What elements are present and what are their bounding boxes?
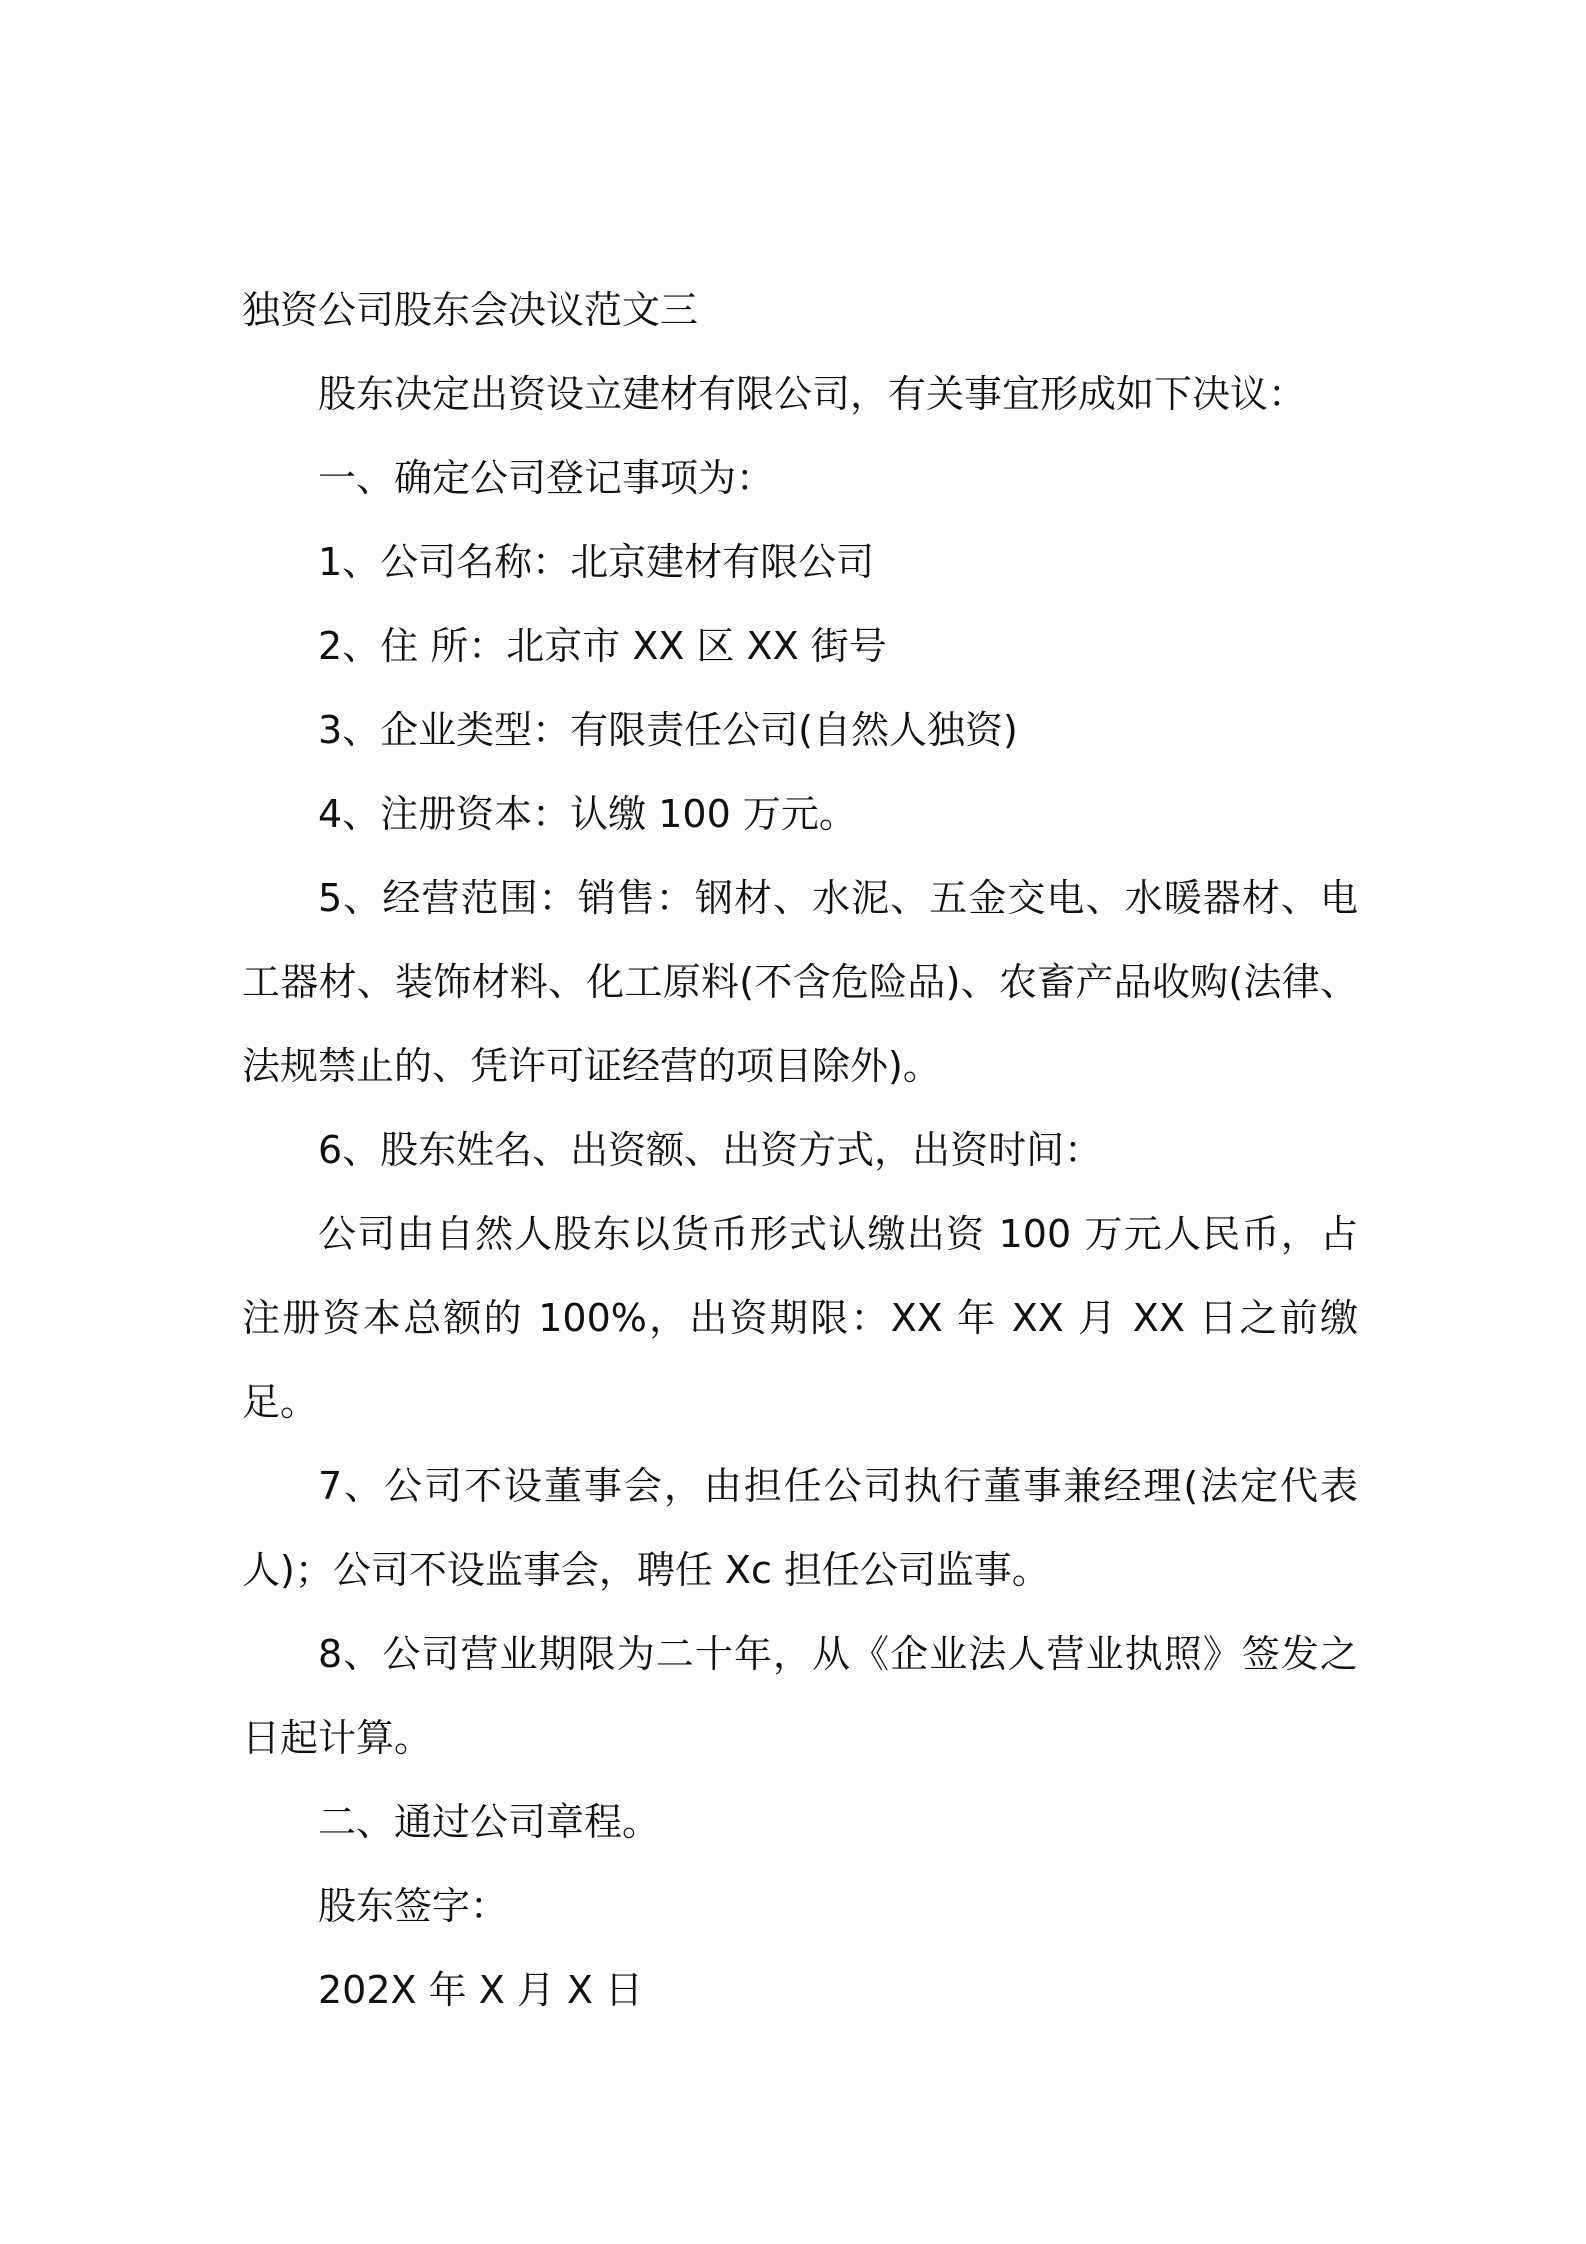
item-registered-capital: 4、注册资本：认缴 100 万元。	[318, 792, 857, 836]
item-business-scope: 5、经营范围：销售：钢材、水泥、五金交电、水暖器材、电工器材、装饰材料、化工原料(不含危险品)、农畜产品收购(法律、法规禁止的、凭许可证经营的项目除外)。	[242, 876, 1358, 1088]
item-shareholder-contribution: 6、股东姓名、出资额、出资方式，出资时间：	[318, 1128, 1103, 1172]
item-enterprise-type: 3、企业类型：有限责任公司(自然人独资)	[318, 708, 1018, 752]
item-address: 2、住 所：北京市 XX 区 XX 街号	[318, 624, 887, 668]
section-1-heading: 一、确定公司登记事项为：	[318, 456, 775, 500]
signature-label: 股东签字：	[318, 1884, 509, 1928]
intro-paragraph: 股东决定出资设立建材有限公司，有关事宜形成如下决议：	[318, 372, 1307, 416]
item-governance: 7、公司不设董事会，由担任公司执行董事兼经理(法定代表人)；公司不设监事会，聘任 Xc 担任公司监事。	[242, 1464, 1358, 1592]
document-title: 独资公司股东会决议范文三	[242, 288, 699, 332]
item-contribution-detail: 公司由自然人股东以货币形式认缴出资 100 万元人民币，占注册资本总额的 100%，出资期限：XX 年 XX 月 XX 日之前缴足。	[242, 1212, 1358, 1424]
section-2-heading: 二、通过公司章程。	[318, 1800, 661, 1844]
resolution-body	[242, 268, 1358, 2032]
document-date: 202X 年 X 月 X 日	[318, 1968, 644, 2012]
item-business-term: 8、公司营业期限为二十年，从《企业法人营业执照》签发之日起计算。	[242, 1632, 1358, 1760]
item-company-name: 1、公司名称：北京建材有限公司	[318, 540, 875, 584]
